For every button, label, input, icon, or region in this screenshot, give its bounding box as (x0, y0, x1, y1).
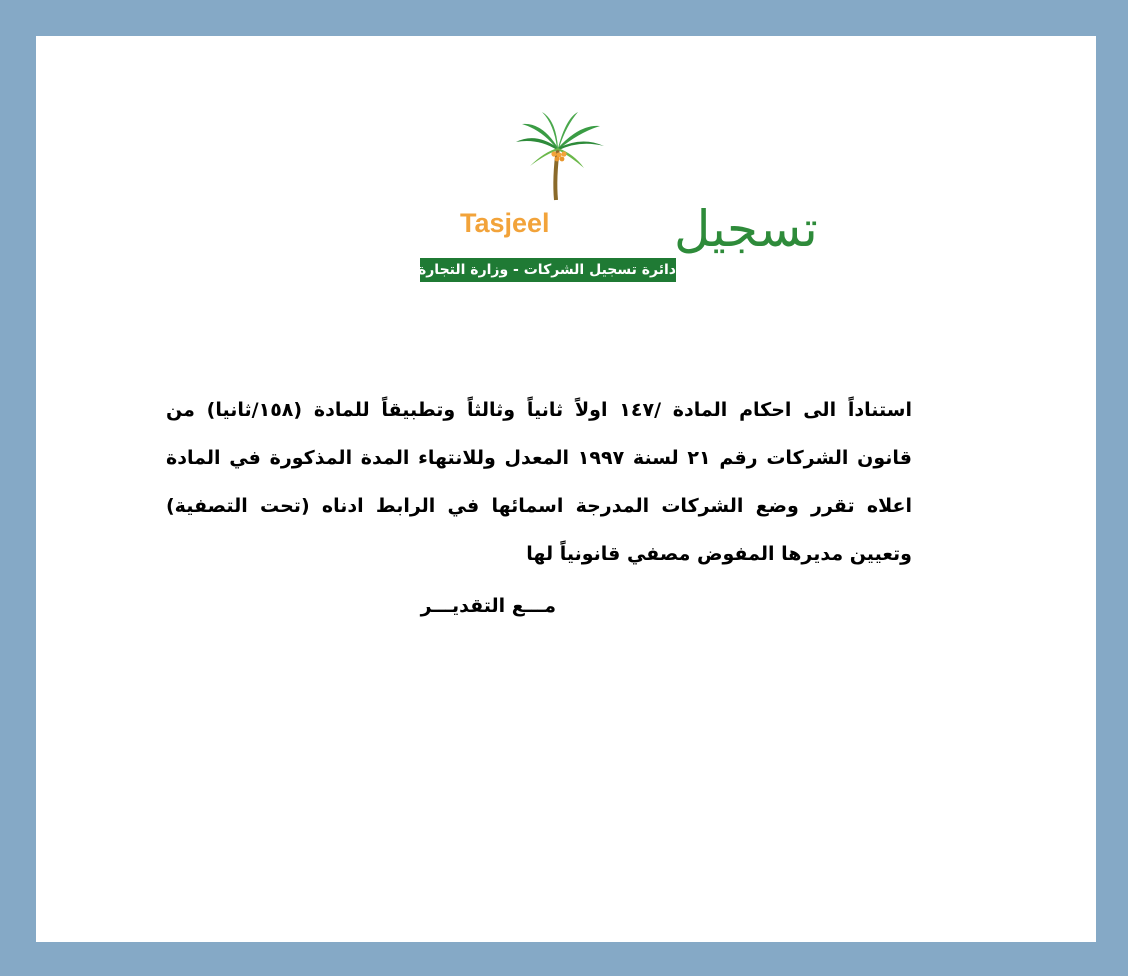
tasjeel-logo (417, 108, 818, 278)
letter-body: استناداً الى احكام المادة /١٤٧ اولاً ثانياً وثالثاً وتطبيقاً للمادة (١٥٨/ثانيا) من قانون الشركات رقم ٢١ لسنة ١٩٩٧ المعدل وللانتهاء المدة المذكورة في المادة اعلاه تقرر وضع الشركات المدرجة اسمائها في الرابط ادناه (تحت التصفية) وتعيين مديرها المفوض مصفي قانونياً لها (166, 399, 912, 565)
logo-latin-name: Tasjeel (460, 208, 550, 238)
letter-closing: مـــع التقديـــر (420, 595, 556, 617)
logo-tagline: دائرة تسجيل الشركات - وزارة التجارة (417, 262, 676, 278)
palm-tree-icon (516, 112, 604, 200)
document-page (36, 36, 1096, 942)
logo-arabic-name: تسجيل (674, 200, 818, 258)
logo-tagline-banner (417, 258, 676, 282)
